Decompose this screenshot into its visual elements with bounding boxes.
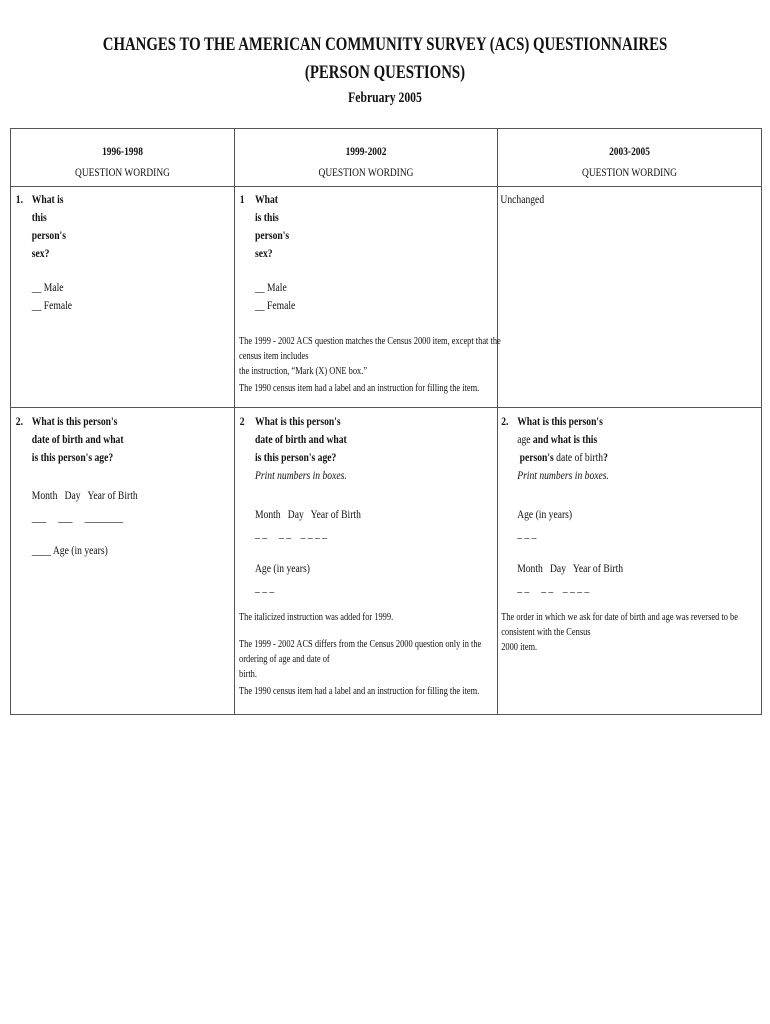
document-title: CHANGES TO THE AMERICAN COMMUNITY SURVEY (ACS) QUESTIONNAIRES <box>102 34 668 55</box>
dob-blanks: ___ ___ ________ <box>31 510 123 524</box>
document-date: February 2005 <box>348 90 422 106</box>
cell-1999-sex: 1 What is this person's sex? __ Male __ Female The 1999 - 2002 ACS question matches the Census 2000 item, except that the census item includes the instruction, “Mark (X) ONE box.” The 1990 census item had a label and an instruction for filling the item. <box>235 187 498 408</box>
cell-1996-sex: 1. What is this person's sex? __ Male __ Female <box>11 187 235 408</box>
question-text: What is this person's date of birth and what is this person's age? Print numbers in boxes. <box>255 414 347 482</box>
header-row <box>11 129 762 187</box>
question-text: What is this person's date of birth and what is this person's age? <box>31 414 124 464</box>
age-label: Age (in years) <box>517 507 573 521</box>
column-header-1996-1998: 1996-1998 QUESTION WORDING <box>11 129 235 187</box>
dob-blanks: – – – – – – – – <box>255 530 327 544</box>
answer-options: __ Male __ Female <box>255 280 296 312</box>
question-text: What is this person's sex? <box>255 192 290 260</box>
cell-2003-sex <box>498 187 762 408</box>
note-text: The 1990 census item had a label and an instruction for filling the item. <box>239 383 480 394</box>
question-text: What is this person's age and what is this person's date of birth? Print numbers in boxes. <box>517 414 609 482</box>
cell-2003-dob: 2. What is this person's age and what is this person's date of birth? Print numbers in boxes. Age (in years) – – – Month Day Year of Birth – – – – – – – – The order in which we ask for date of birth and age was reversed to be consistent with the Census 2000 item. <box>498 408 762 715</box>
dob-labels: Month Day Year of Birth <box>31 488 138 502</box>
column-header-1999-2002: 1999-2002 QUESTION WORDING <box>235 129 498 187</box>
column-header-2003-2005: 2003-2005 QUESTION WORDING <box>498 129 762 187</box>
instruction-text: Print numbers in boxes. <box>255 468 347 482</box>
table-row <box>11 187 762 408</box>
dob-labels: Month Day Year of Birth <box>517 561 624 575</box>
instruction-text: Print numbers in boxes. <box>517 468 609 482</box>
note-text: The 1999 - 2002 ACS differs from the Census 2000 question only in the ordering of age and date of birth. <box>239 639 482 680</box>
unchanged-label: Unchanged <box>500 192 545 206</box>
note-text: The 1990 census item had a label and an instruction for filling the item. <box>239 686 480 697</box>
note-text: The order in which we ask for date of birth and age was reversed to be consistent with the Census 2000 item. <box>501 612 738 653</box>
cell-1999-dob: 2 What is this person's date of birth and what is this person's age? Print numbers in boxes. Month Day Year of Birth – – – – – – – – Age (in years) – – – The italicized instruction was added for 1999. The 1999 - 2002 ACS differs from the Census 2000 question only in the ordering of age and date of birth. The 1990 census item had a label and an instruction for filling the item. <box>235 408 498 715</box>
age-blanks: – – – <box>255 584 275 598</box>
cell-1996-dob: 2. What is this person's date of birth and what is this person's age? Month Day Year of Birth ___ ___ ________ ____ Age (in years) <box>11 408 235 715</box>
document-subtitle: (PERSON QUESTIONS) <box>304 62 466 83</box>
dob-labels: Month Day Year of Birth <box>255 507 361 521</box>
answer-options: __ Male __ Female <box>31 280 73 312</box>
age-label: Age (in years) <box>255 561 310 575</box>
dob-blanks: – – – – – – – – <box>517 584 590 598</box>
question-text: What is this person's sex? <box>31 192 66 260</box>
age-blanks: – – – <box>517 530 537 544</box>
comparison-table <box>10 128 762 715</box>
table-row <box>11 408 762 715</box>
note-text: The 1999 - 2002 ACS question matches the Census 2000 item, except that the census item includes the instruction, “Mark (X) ONE box.” <box>239 336 501 377</box>
note-text: The italicized instruction was added for 1999. <box>239 612 394 623</box>
age-field: ____ Age (in years) <box>31 543 108 557</box>
